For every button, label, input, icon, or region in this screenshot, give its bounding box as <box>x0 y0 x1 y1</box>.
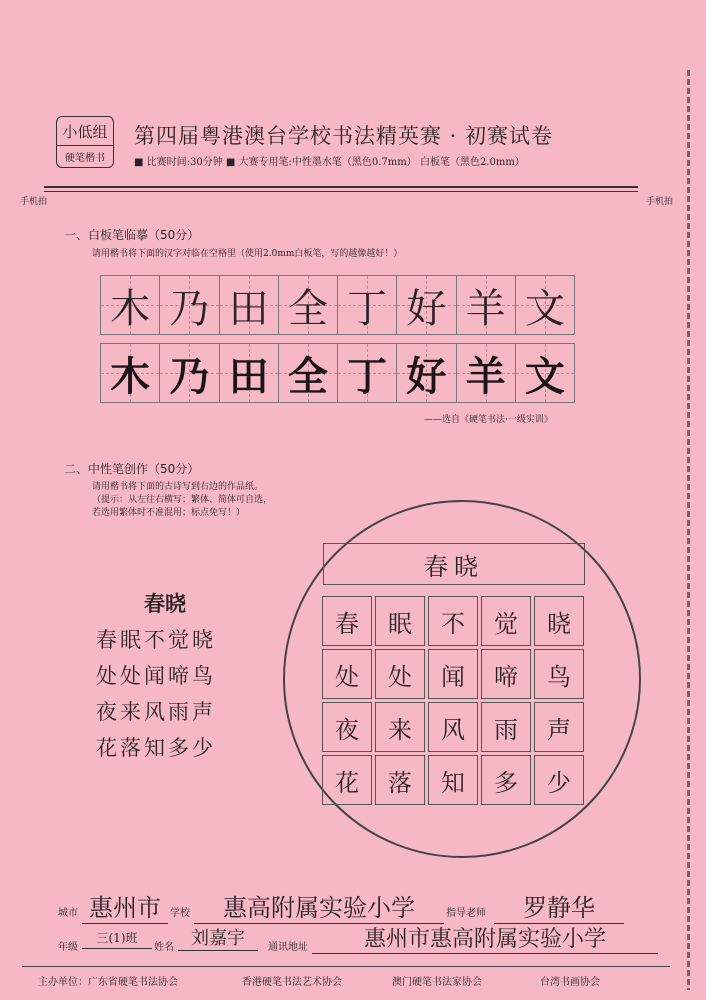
source-note: ——选自《硬笔书法·一级实训》 <box>424 415 553 425</box>
organizer-1: 主办单位：广东省硬笔书法协会 <box>38 977 178 988</box>
sample-cell <box>456 275 516 335</box>
teacher-value[interactable]: 罗静华 <box>494 888 624 924</box>
copy-cell <box>337 343 397 403</box>
camera-note-right: 手机拍 <box>646 197 674 207</box>
work-grid <box>322 596 584 805</box>
name-value[interactable]: 刘嘉宇 <box>178 924 258 951</box>
work-cell: 处 <box>375 649 425 699</box>
work-cell: 鸟 <box>534 649 584 699</box>
sample-cell <box>515 275 575 335</box>
organizer-2: 香港硬笔书法艺术协会 <box>242 977 342 988</box>
sample-cell <box>159 275 219 335</box>
copy-cell <box>515 343 575 403</box>
work-cell: 声 <box>534 702 584 752</box>
copy-char: 木 <box>110 353 151 400</box>
name-label: 姓名 <box>154 942 174 953</box>
copy-cell <box>100 343 160 403</box>
work-cell: 处 <box>322 649 372 699</box>
section2-instruction <box>92 481 272 520</box>
exam-title: 第四届粤港澳台学校书法精英赛 · 初赛试卷 <box>134 124 554 148</box>
section2-heading: 二、中性笔创作（50分） <box>64 462 200 476</box>
address-label: 通讯地址 <box>268 942 308 953</box>
work-cell: 啼 <box>481 649 531 699</box>
address-value[interactable]: 惠州市惠高附属实验小学 <box>312 922 658 954</box>
sample-char: 田 <box>228 285 269 332</box>
instruction-line: 若选用繁体时不准混用；标点免写！） <box>92 508 246 518</box>
school-label: 学校 <box>170 908 190 919</box>
sample-char: 乃 <box>169 285 210 332</box>
work-title-box <box>323 543 585 585</box>
copy-char: 好 <box>406 353 447 400</box>
copy-char: 文 <box>524 353 565 400</box>
work-cell: 雨 <box>481 702 531 752</box>
work-cell: 晓 <box>534 596 584 646</box>
poem-text <box>96 622 216 766</box>
copy-char: 全 <box>287 353 328 400</box>
work-cell: 眠 <box>375 596 425 646</box>
city-label: 城市 <box>58 908 78 919</box>
copy-cell <box>278 343 338 403</box>
grade-value[interactable]: 三(1)班 <box>82 928 152 949</box>
work-cell: 春 <box>322 596 372 646</box>
footer-rule <box>22 966 670 967</box>
camera-note-left: 手机拍 <box>20 197 48 207</box>
school-value[interactable]: 惠高附属实验小学 <box>194 888 444 924</box>
copy-char: 丁 <box>347 353 388 400</box>
organizer-4: 台湾书画协会 <box>540 977 600 988</box>
sample-cell <box>396 275 456 335</box>
work-cell: 不 <box>428 596 478 646</box>
instruction-line: 请用楷书将下面的古诗写到右边的作品纸。 <box>92 482 264 492</box>
city-value[interactable]: 惠州市 <box>82 888 168 924</box>
sample-char: 木 <box>110 285 151 332</box>
exam-meta: ■ 比赛时间:30分钟 ■ 大赛专用笔:中性墨水笔（黑色0.7mm） 白板笔（黑色2.0mm） <box>134 157 525 168</box>
work-cell: 夜 <box>322 702 372 752</box>
poem-line: 处处闻啼鸟 <box>96 664 216 688</box>
group-name: 小低组 <box>62 123 108 141</box>
copy-cell <box>396 343 456 403</box>
sample-cell <box>100 275 160 335</box>
copy-cell <box>219 343 279 403</box>
organizer-3: 澳门硬笔书法家协会 <box>392 977 482 988</box>
poem-title: 春晓 <box>144 592 186 616</box>
work-title: 春晓 <box>424 552 484 581</box>
sample-cell <box>278 275 338 335</box>
copy-char: 乃 <box>169 353 210 400</box>
section1-heading: 一、白板笔临摹（50分） <box>64 228 200 242</box>
sample-char: 好 <box>406 285 447 332</box>
work-cell: 落 <box>375 755 425 805</box>
work-cell: 来 <box>375 702 425 752</box>
work-cell: 花 <box>322 755 372 805</box>
sample-char: 全 <box>287 285 328 332</box>
copy-char: 田 <box>228 353 269 400</box>
sample-char: 羊 <box>465 285 506 332</box>
teacher-label: 指导老师 <box>446 908 486 919</box>
copy-cell <box>456 343 516 403</box>
section1-instruction: 请用楷书将下面的汉字对临在空格里（使用2.0mm白板笔，写的越像越好！） <box>92 249 403 259</box>
work-cell: 知 <box>428 755 478 805</box>
poem-line: 花落知多少 <box>96 736 216 760</box>
sample-char: 文 <box>524 285 565 332</box>
sample-char: 丁 <box>347 285 388 332</box>
poem-line: 春眠不觉晓 <box>96 628 216 652</box>
grade-label: 年级 <box>58 942 78 953</box>
work-cell: 少 <box>534 755 584 805</box>
scan-edge <box>687 70 690 990</box>
work-cell: 风 <box>428 702 478 752</box>
sample-cell <box>337 275 397 335</box>
copy-row <box>100 343 574 403</box>
work-cell: 闻 <box>428 649 478 699</box>
header-rule <box>44 186 638 192</box>
poem-line: 夜来风雨声 <box>96 700 216 724</box>
copy-char: 羊 <box>465 353 506 400</box>
copy-cell <box>159 343 219 403</box>
group-sub: 硬笔楷书 <box>57 145 113 164</box>
sample-cell <box>219 275 279 335</box>
work-cell: 多 <box>481 755 531 805</box>
instruction-line: （提示：从左往右横写；繁体、简体可自选， <box>92 495 273 505</box>
group-box <box>56 116 114 168</box>
sample-row <box>100 275 574 335</box>
work-cell: 觉 <box>481 596 531 646</box>
